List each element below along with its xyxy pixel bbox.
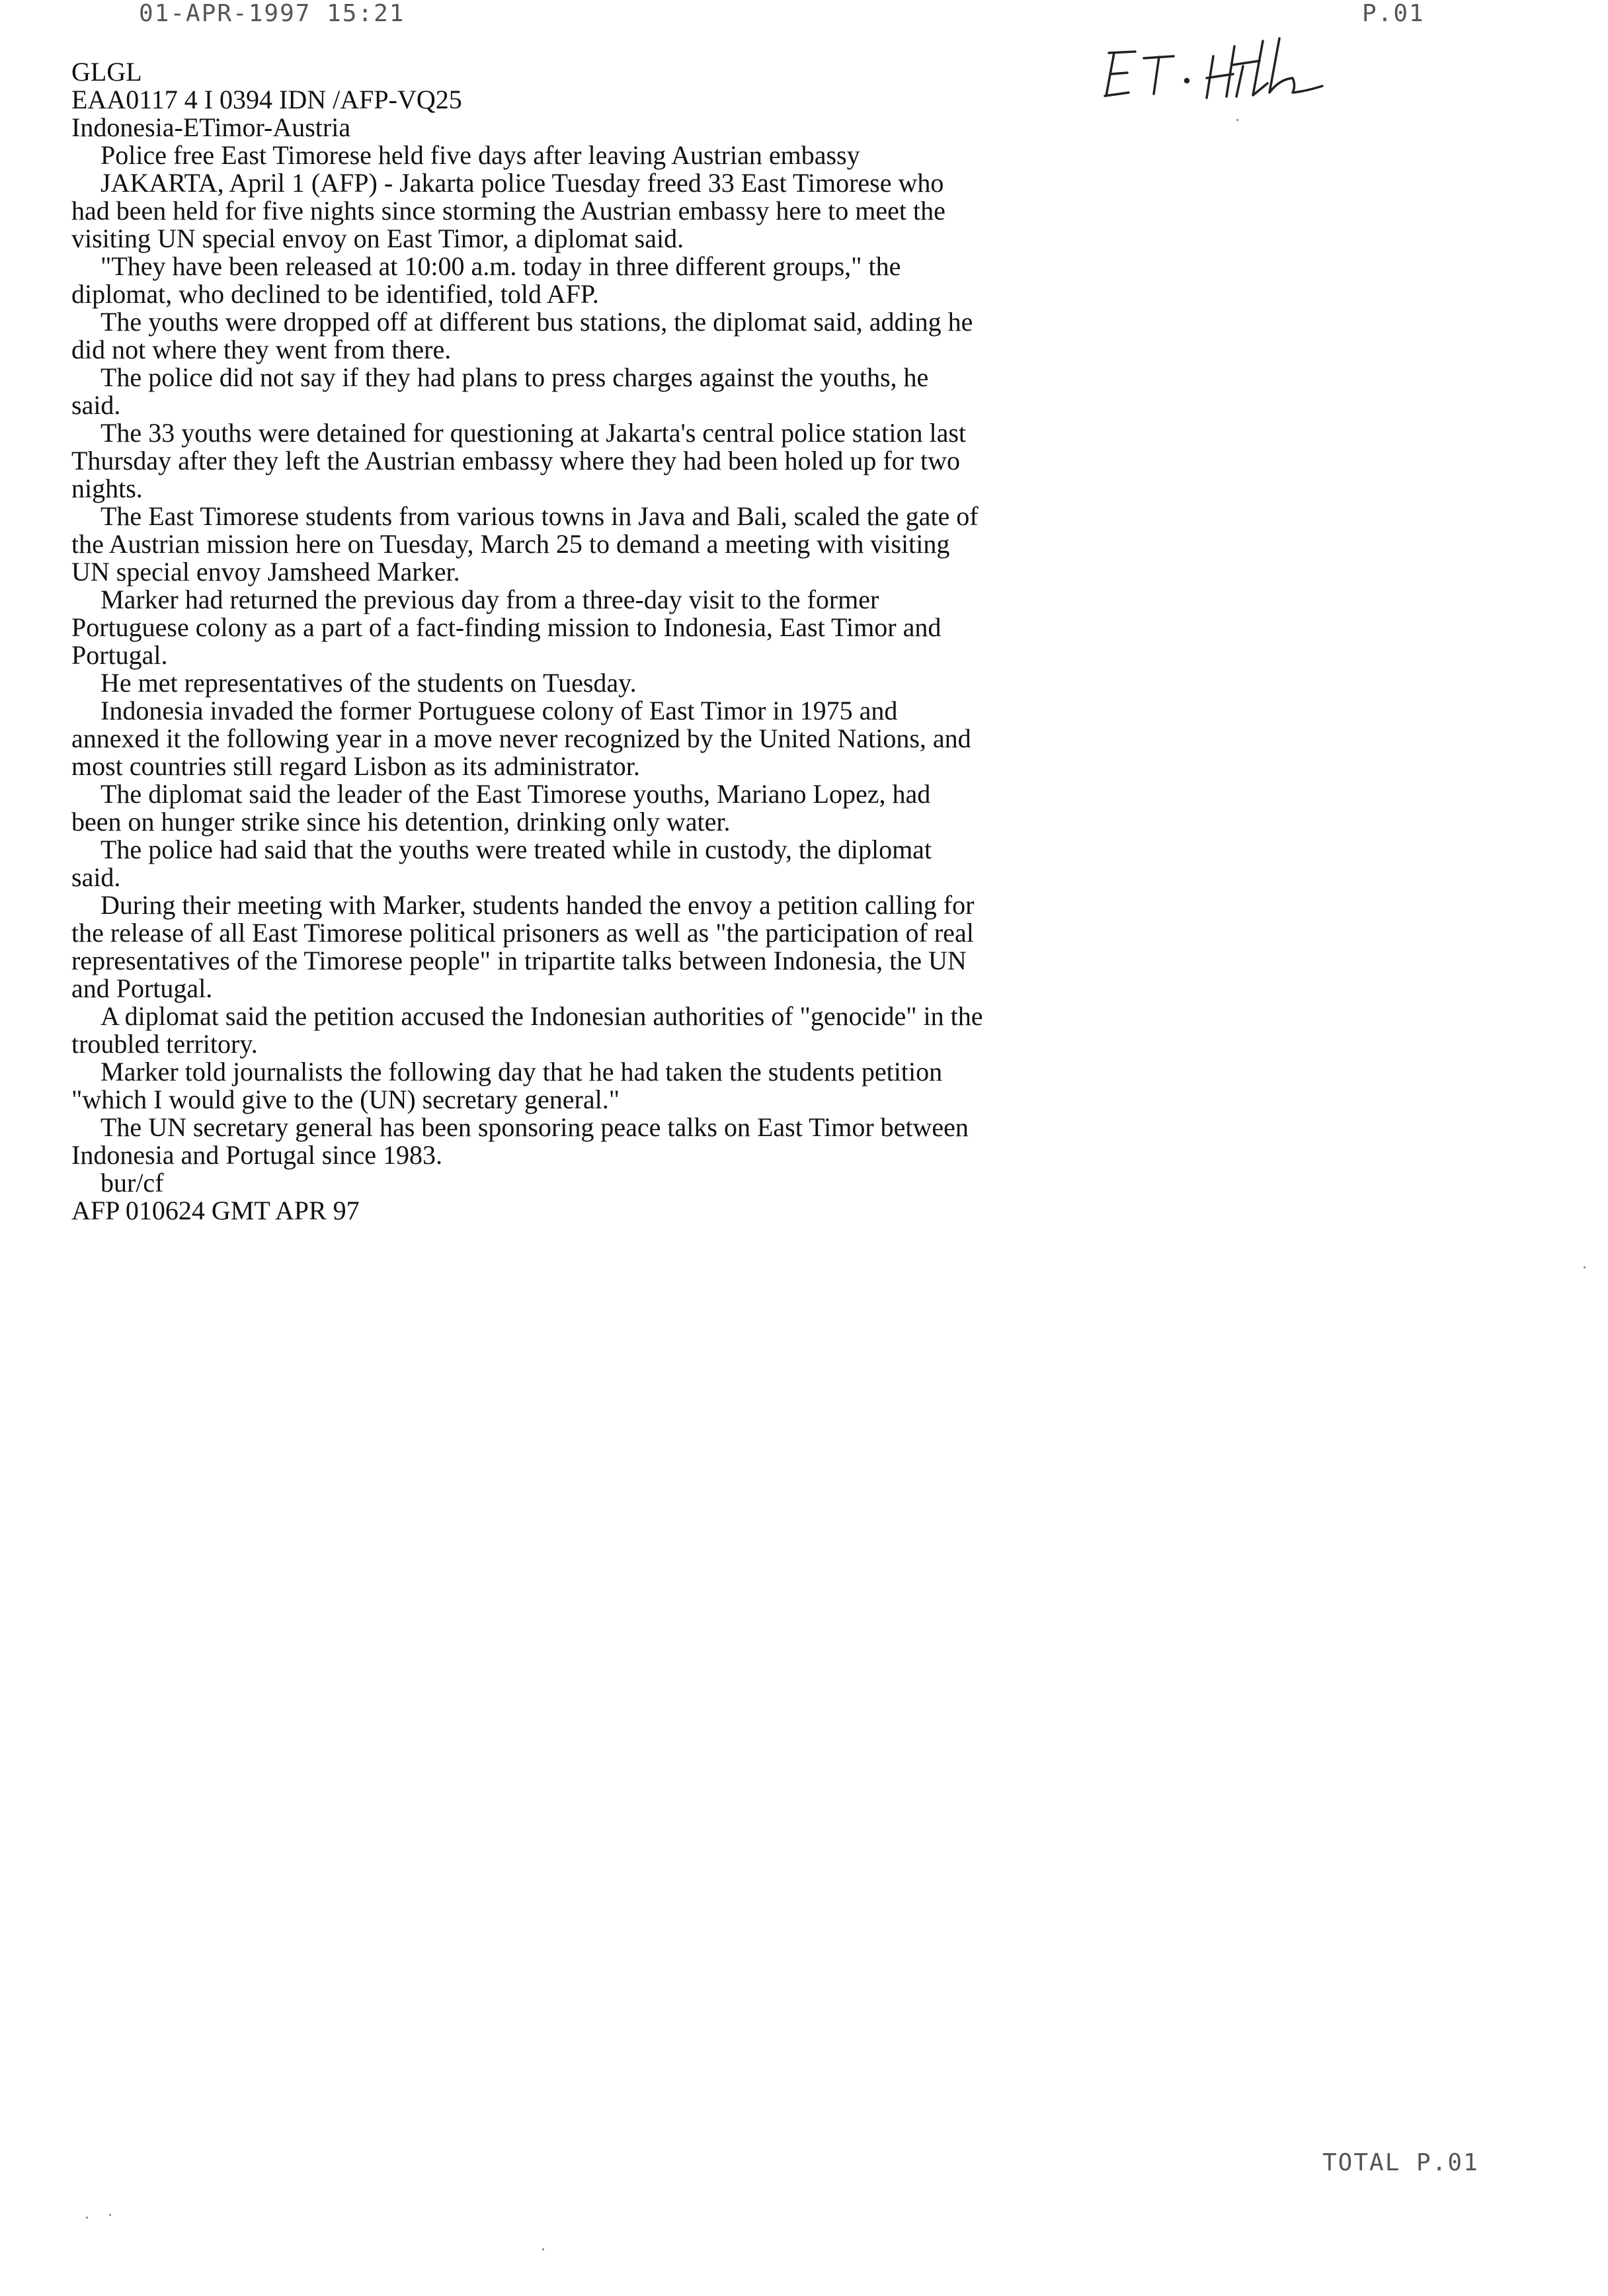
paragraph: The diplomat said the leader of the East Timorese youths, Mariano Lopez, had been on hunger strike since his detention, drinking only water. bbox=[71, 779, 931, 837]
scan-speck bbox=[1236, 119, 1238, 121]
paragraph: He met representatives of the students on Tuesday. bbox=[100, 668, 637, 698]
paragraph: The police had said that the youths were treated while in custody, the diplomat said. bbox=[71, 835, 932, 892]
signoff: bur/cf bbox=[100, 1168, 164, 1198]
paragraph: The 33 youths were detained for questioning at Jakarta's central police station last Thursday after they left the Austrian embassy where they had been holed up for two nights. bbox=[71, 418, 967, 503]
paragraph: A diplomat said the petition accused the Indonesian authorities of "genocide" in the troubled territory. bbox=[71, 1001, 983, 1059]
paragraph: The police did not say if they had plans to press charges against the youths, he said. bbox=[71, 362, 929, 420]
handwritten-note bbox=[1094, 26, 1359, 112]
paragraph: The UN secretary general has been sponsoring peace talks on East Timor between Indonesia and Portugal since 1983. bbox=[71, 1112, 969, 1170]
paragraph: JAKARTA, April 1 (AFP) - Jakarta police Tuesday freed 33 East Timorese who had been held for five nights since storming the Austrian embassy here to meet the visiting UN special envoy on East Timor, a diplomat said. bbox=[71, 168, 945, 253]
fax-total-pages: TOTAL P.01 bbox=[1322, 2149, 1479, 2176]
scan-speck bbox=[86, 2217, 88, 2219]
headline: Police free East Timorese held five days after leaving Austrian embassy bbox=[100, 140, 860, 170]
scan-speck bbox=[542, 2248, 544, 2250]
paragraph: Marker had returned the previous day from a three-day visit to the former Portuguese colony as a part of a fact-finding mission to Indonesia, East Timor and Portugal. bbox=[71, 585, 942, 670]
wire-slug: EAA0117 4 I 0394 IDN /AFP-VQ25 bbox=[71, 85, 462, 114]
wire-code: GLGL bbox=[71, 57, 142, 87]
scan-speck bbox=[1584, 1266, 1586, 1268]
paragraph: During their meeting with Marker, students handed the envoy a petition calling for the release of all East Timorese political prisoners as well as "the participation of real representatives of the Timorese people" in tripartite talks between Indonesia, the UN and Portugal. bbox=[71, 890, 975, 1003]
paragraph: Indonesia invaded the former Portuguese colony of East Timor in 1975 and annexed it the following year in a move never recognized by the United Nations, and most countries still regard Lisbon as its administrator. bbox=[71, 696, 971, 781]
wire-topic: Indonesia-ETimor-Austria bbox=[71, 112, 351, 142]
paragraph: The youths were dropped off at different bus stations, the diplomat said, adding he did not where they went from there. bbox=[71, 307, 973, 364]
paragraph: The East Timorese students from various towns in Java and Bali, scaled the gate of the Austrian mission here on Tuesday, March 25 to demand a meeting with visiting UN special envoy Jamsheed Marker. bbox=[71, 501, 979, 587]
scan-speck bbox=[109, 2214, 111, 2216]
paragraph: Marker told journalists the following day that he had taken the students petition "which I would give to the (UN) secretary general." bbox=[71, 1057, 943, 1114]
fax-page-number: P.01 bbox=[1362, 0, 1425, 27]
wire-footer: AFP 010624 GMT APR 97 bbox=[71, 1196, 360, 1225]
news-article bbox=[71, 58, 984, 1225]
fax-date-time: 01-APR-1997 15:21 bbox=[139, 0, 405, 27]
paragraph: "They have been released at 10:00 a.m. today in three different groups," the diplomat, who declined to be identified, told AFP. bbox=[71, 251, 901, 309]
